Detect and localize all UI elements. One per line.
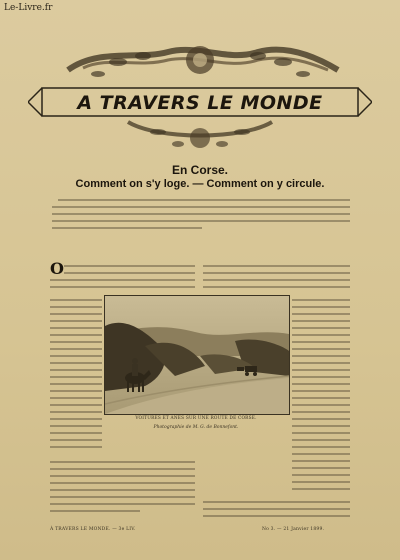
footer-right: No 3. — 21 Janvier 1899. (262, 527, 325, 532)
body-column-right-bottom (203, 498, 350, 520)
body-column-left-bottom (50, 458, 195, 518)
site-watermark: Le-Livre.fr (4, 3, 53, 13)
body-column-right-side (292, 296, 350, 496)
article-subtitle: Comment on s'y loge. — Comment on y circule. (75, 178, 325, 190)
article-title: En Corse. (171, 163, 228, 177)
footer-left: À TRAVERS LE MONDE. — 3e LIV. (50, 527, 136, 532)
masthead-title: A TRAVERS LE MONDE (77, 92, 323, 114)
masthead (28, 40, 372, 155)
body-column-left-side (50, 296, 102, 456)
photo-caption: VOITURES ET ANES SUR UNE ROUTE DE CORSE. (135, 416, 257, 421)
drop-cap: O (50, 259, 64, 278)
body-column-right-top (203, 262, 350, 292)
photo-credit: Photographie de M. G. de Bonnefont. (153, 425, 239, 430)
body-column-left-top (50, 259, 195, 292)
intro-paragraph (52, 196, 350, 236)
photograph (104, 295, 290, 415)
corsica-road-photo (105, 296, 289, 414)
